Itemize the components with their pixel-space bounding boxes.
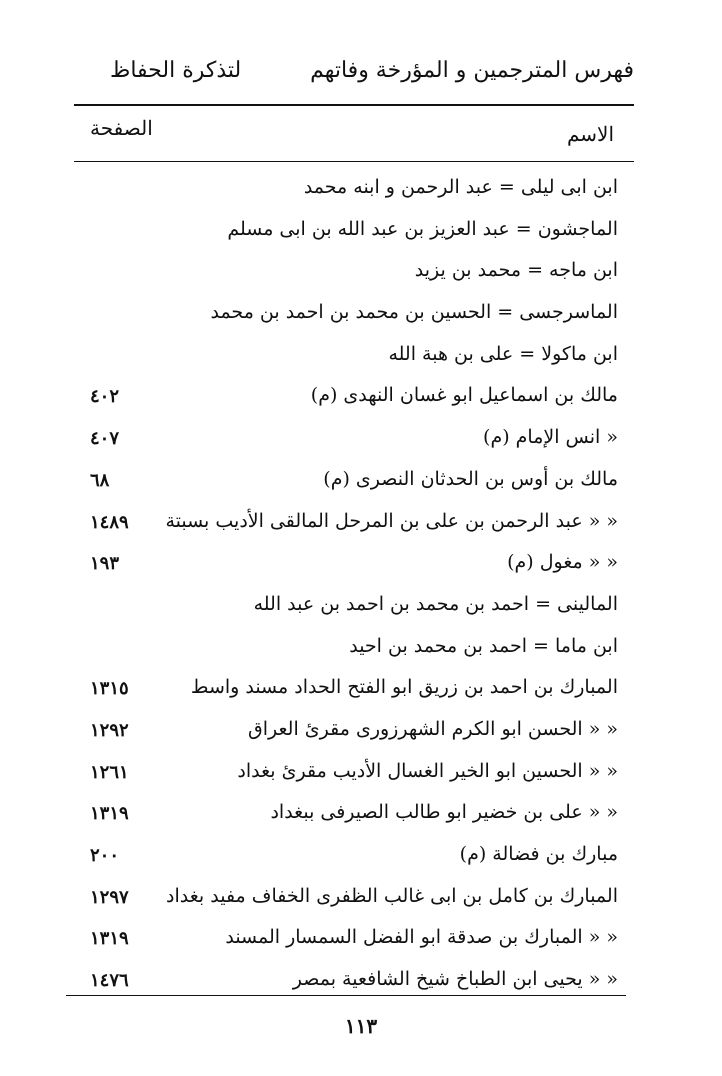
index-entry (80, 881, 618, 923)
index-entry (80, 464, 618, 506)
entry-page: ٤٠٧ (90, 428, 120, 450)
entry-page: ١٤٨٩ (90, 511, 129, 533)
entry-name: المالينى = احمد بن محمد بن احمد بن عبد الله (253, 592, 618, 615)
entry-name: مالك بن اسماعيل ابو غسان النهدى (م) (310, 384, 618, 407)
entry-name: « « يحيى ابن الطباخ شيخ الشافعية بمصر (292, 968, 618, 991)
index-entry (80, 214, 618, 256)
index-entries (80, 172, 618, 1006)
entry-page: ١٢٩٧ (90, 886, 129, 908)
entry-name: المبارك بن كامل بن ابى غالب الظفرى الخفاف مفيد بغداد (166, 884, 618, 907)
entry-name: مبارك بن فضالة (م) (459, 843, 618, 865)
index-entry (80, 839, 618, 881)
entry-page: ١٢٦١ (90, 761, 129, 783)
index-entry (80, 172, 618, 214)
entry-page: ١٣١٩ (90, 803, 129, 825)
header-rule (74, 161, 634, 162)
index-entry (80, 547, 618, 589)
running-head-left: لتذكرة الحفاظ (110, 58, 242, 83)
entry-name: الماجشون = عبد العزيز بن عبد الله بن ابى مسلم (227, 217, 618, 240)
entry-name: الماسرجسى = الحسين بن محمد بن احمد بن محمد (210, 301, 618, 324)
entry-name: مالك بن أوس بن الحدثان النصرى (م) (323, 467, 618, 490)
index-entry (80, 922, 618, 964)
index-entry (80, 714, 618, 756)
running-head (70, 56, 634, 96)
index-entry (80, 422, 618, 464)
entry-name: « « الحسين ابو الخير الغسال الأديب مقرئ بغداد (237, 759, 618, 782)
column-header-name: الاسم (566, 122, 614, 146)
entry-name: « « الحسن ابو الكرم الشهرزورى مقرئ العراق (248, 717, 618, 740)
entry-name: « « مغول (م) (507, 551, 618, 574)
entry-page: ١٩٣ (90, 553, 120, 575)
index-entry (80, 380, 618, 422)
index-entry (80, 255, 618, 297)
index-entry (80, 797, 618, 839)
entry-page: ٤٠٢ (90, 386, 120, 408)
index-entry (80, 964, 618, 1006)
entry-page: ٦٨ (90, 469, 110, 491)
entry-name: ابن ماكولا = على بن هبة الله (388, 342, 618, 365)
entry-name: ابن ابى ليلى = عبد الرحمن و ابنه محمد (303, 176, 618, 198)
entry-name: المبارك بن احمد بن زريق ابو الفتح الحداد مسند واسط (190, 676, 618, 699)
bottom-rule (66, 995, 626, 996)
entry-name: ابن ماجه = محمد بن يزيد (414, 259, 618, 282)
index-entry (80, 339, 618, 381)
entry-name: « « المبارك بن صدقة ابو الفضل السمسار المسند (225, 926, 618, 949)
entry-name: « انس الإمام (م) (483, 426, 618, 449)
entry-page: ١٣١٩ (90, 928, 129, 950)
running-head-right: فهرس المترجمين و المؤرخة وفاتهم (310, 58, 634, 83)
entry-page: ١٤٧٦ (90, 970, 129, 992)
page-number: ١١٣ (344, 1014, 378, 1038)
index-entry (80, 589, 618, 631)
index-entry (80, 756, 618, 798)
top-rule (74, 104, 634, 106)
entry-name: ابن ماما = احمد بن محمد بن احيد (349, 634, 618, 657)
index-entry (80, 506, 618, 548)
index-entry (80, 672, 618, 714)
entry-page: ١٣١٥ (90, 678, 129, 700)
entry-page: ١٢٩٢ (90, 719, 129, 741)
entry-name: « « على بن خضير ابو طالب الصيرفى ببغداد (270, 801, 618, 824)
entry-name: « « عبد الرحمن بن على بن المرحل المالقى الأديب بسبتة (165, 509, 618, 532)
index-entry (80, 297, 618, 339)
index-entry (80, 631, 618, 673)
entry-page: ٢٠٠ (90, 845, 120, 866)
column-header-page: الصفحة (90, 116, 153, 140)
